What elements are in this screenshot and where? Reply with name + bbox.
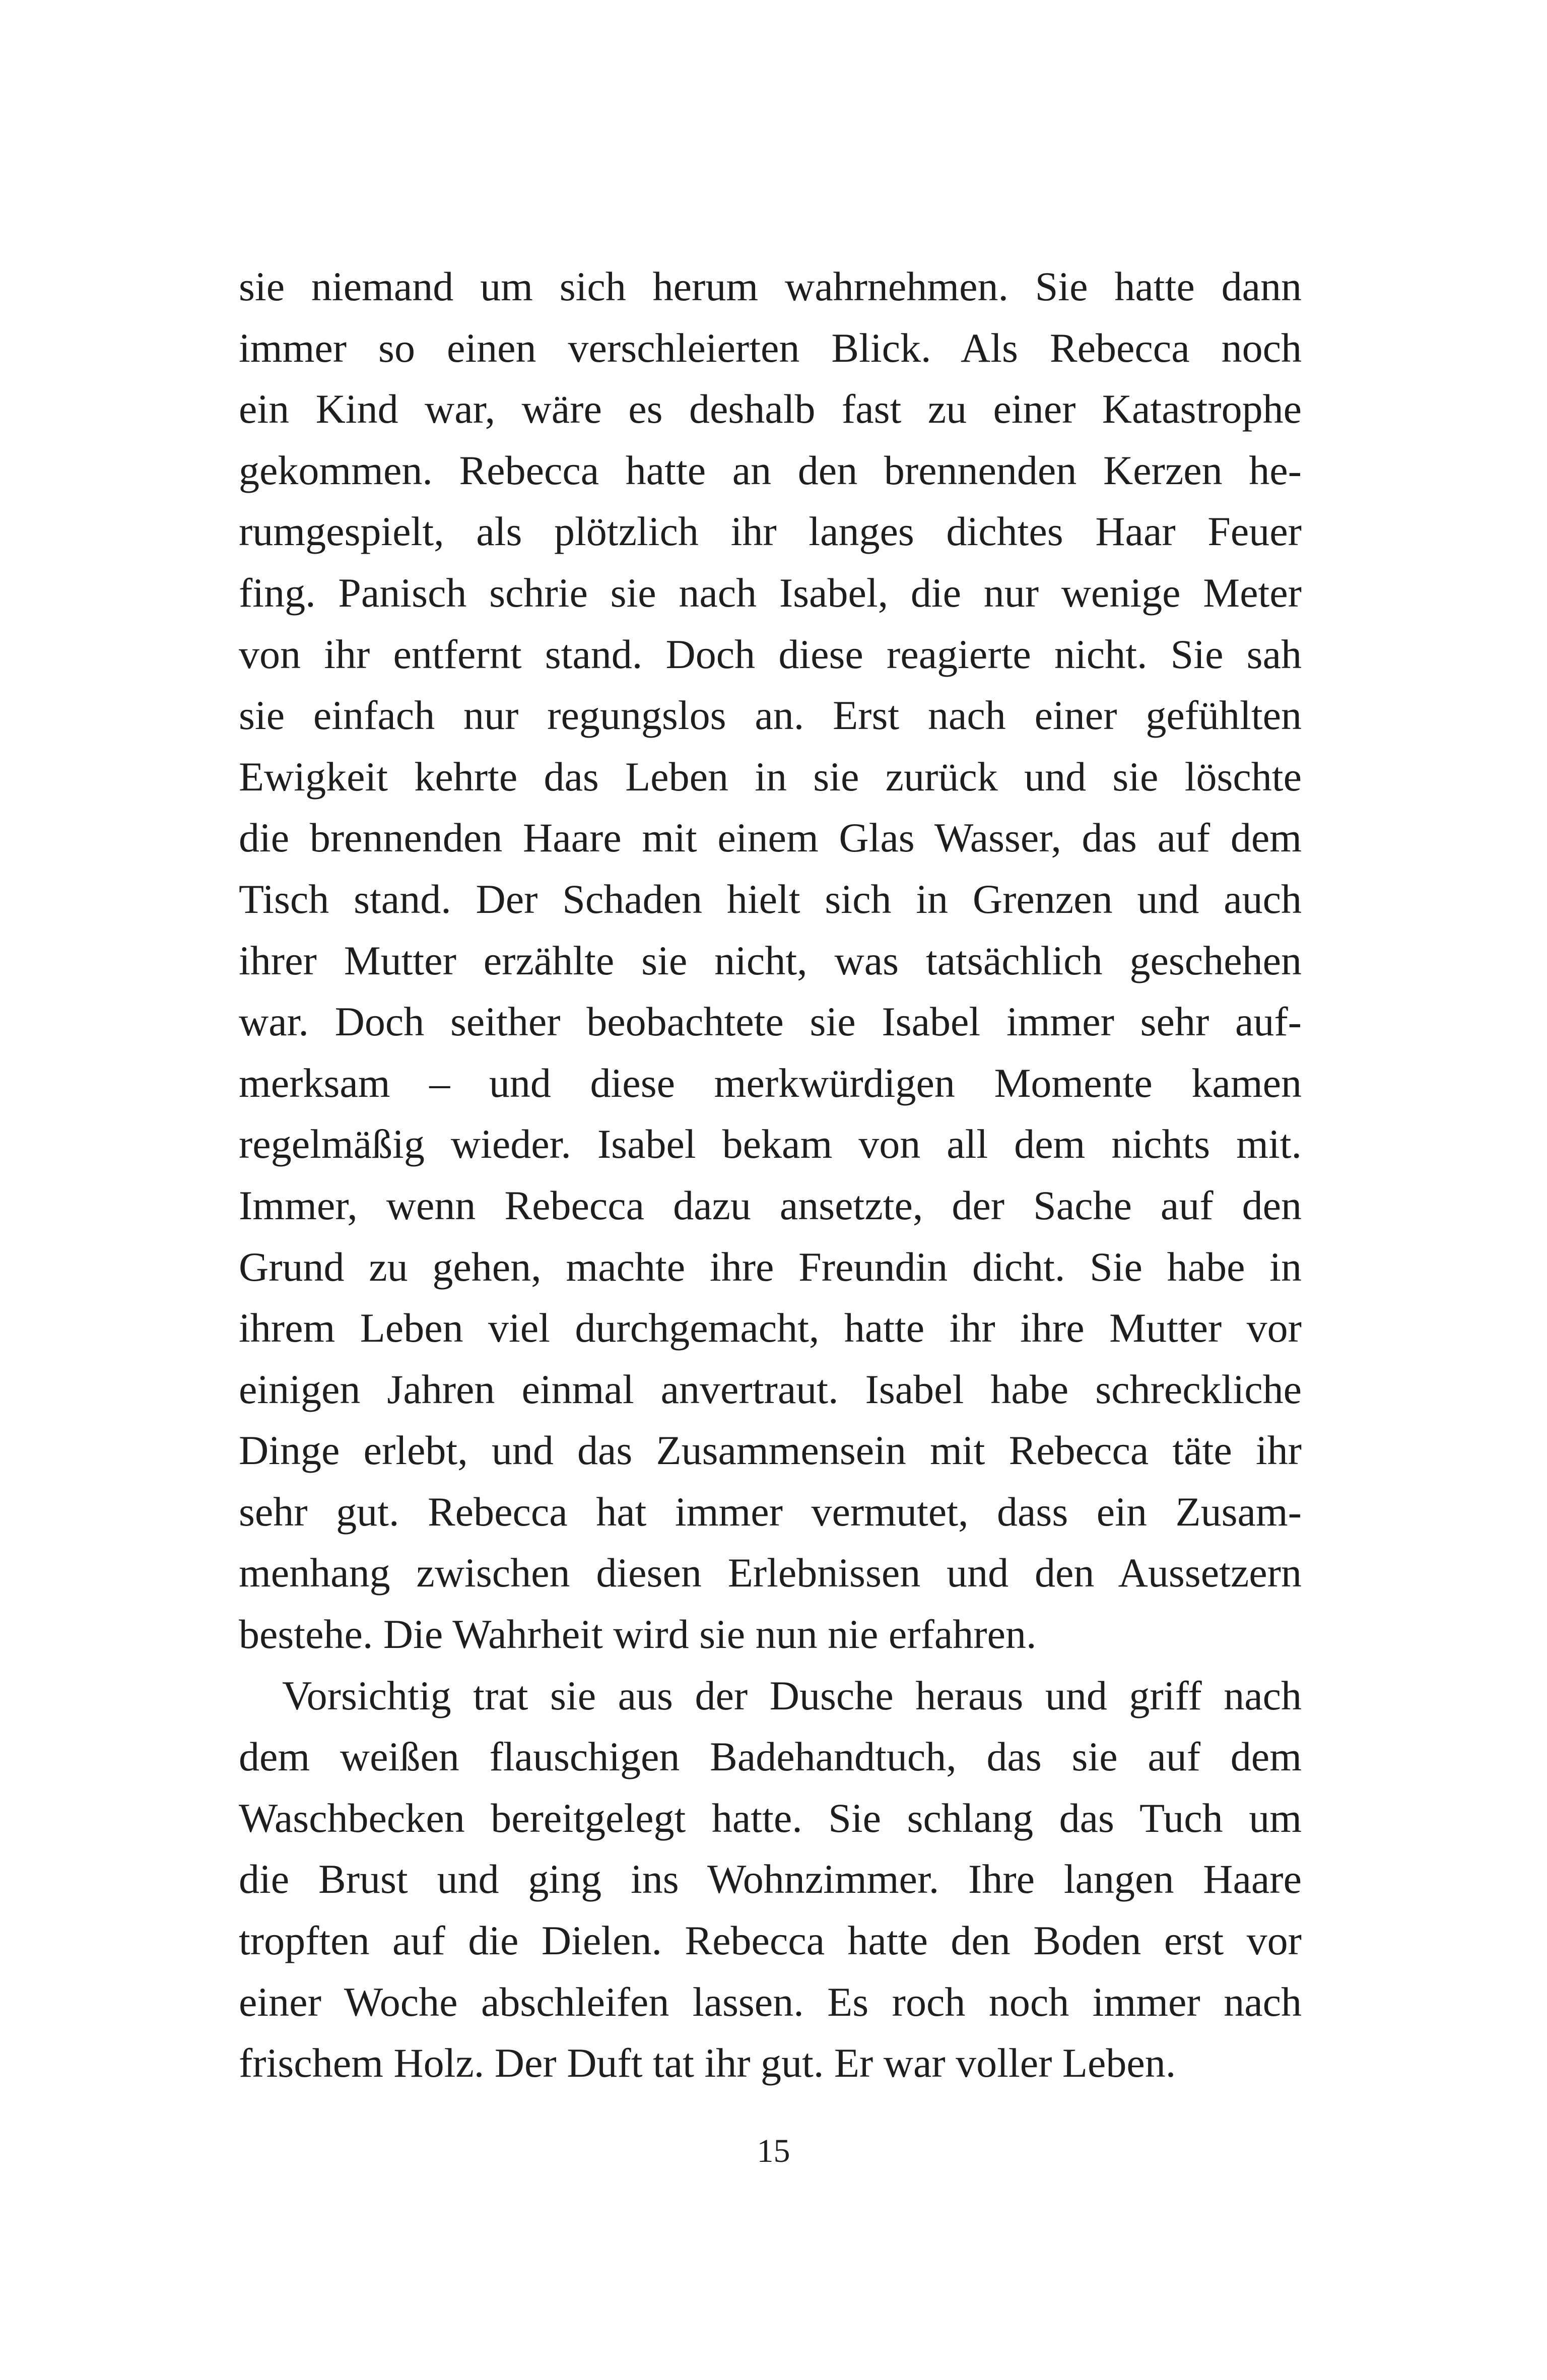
text-line: sie niemand um sich herum wahrnehmen. Sie hatte dann bbox=[239, 263, 1302, 309]
text-line: die Brust und ging ins Wohnzimmer. Ihre langen Haare bbox=[239, 1856, 1302, 1902]
text-line: fing. Panisch schrie sie nach Isabel, die nur wenige Meter bbox=[239, 569, 1302, 616]
text-line: die brennenden Haare mit einem Glas Wasser, das auf dem bbox=[239, 815, 1302, 861]
text-line: Immer, wenn Rebecca dazu ansetzte, der Sache auf den bbox=[239, 1182, 1302, 1228]
text-line: ihrer Mutter erzählte sie nicht, was tatsächlich geschehen bbox=[239, 937, 1302, 983]
text-line: Vorsichtig trat sie aus der Dusche heraus und griff nach bbox=[282, 1672, 1302, 1718]
text-line: rumgespielt, als plötzlich ihr langes dichtes Haar Feuer bbox=[239, 508, 1302, 555]
text-line: ihrem Leben viel durchgemacht, hatte ihr ihre Mutter vor bbox=[239, 1305, 1302, 1351]
text-line: menhang zwischen diesen Erlebnissen und den Aussetzern bbox=[239, 1550, 1302, 1596]
paragraph-2 bbox=[239, 1665, 1302, 2094]
text-line: frischem Holz. Der Duft tat ihr gut. Er war voller Leben. bbox=[239, 2040, 1176, 2086]
text-line: dem weißen flauschigen Badehandtuch, das sie auf dem bbox=[239, 1734, 1302, 1780]
text-line: einer Woche abschleifen lassen. Es roch noch immer nach bbox=[239, 1978, 1302, 2025]
text-line: von ihr entfernt stand. Doch diese reagierte nicht. Sie sah bbox=[239, 631, 1302, 677]
text-line: regelmäßig wieder. Isabel bekam von all dem nichts mit. bbox=[239, 1121, 1302, 1167]
text-line: gekommen. Rebecca hatte an den brennenden Kerzen he- bbox=[239, 447, 1302, 493]
text-line: Dinge erlebt, und das Zusammensein mit Rebecca täte ihr bbox=[239, 1427, 1302, 1474]
text-line: immer so einen verschleierten Blick. Als Rebecca noch bbox=[239, 324, 1302, 371]
text-line: war. Doch seither beobachtete sie Isabel immer sehr auf- bbox=[239, 999, 1302, 1045]
text-line: sehr gut. Rebecca hat immer vermutet, dass ein Zusam- bbox=[239, 1488, 1302, 1535]
text-line: bestehe. Die Wahrheit wird sie nun nie erfahren. bbox=[239, 1611, 1037, 1658]
text-line: Ewigkeit kehrte das Leben in sie zurück und sie löschte bbox=[239, 753, 1302, 800]
paragraph-1 bbox=[239, 256, 1302, 1665]
text-line: sie einfach nur regungslos an. Erst nach einer gefühlten bbox=[239, 692, 1302, 739]
text-line: Waschbecken bereitgelegt hatte. Sie schlang das Tuch um bbox=[239, 1795, 1302, 1841]
text-line: Grund zu gehen, machte ihre Freundin dicht. Sie habe in bbox=[239, 1243, 1302, 1290]
text-line: ein Kind war, wäre es deshalb fast zu einer Katastrophe bbox=[239, 386, 1302, 432]
text-line: Tisch stand. Der Schaden hielt sich in Grenzen und auch bbox=[239, 876, 1302, 922]
body-text bbox=[239, 256, 1302, 2094]
text-line: tropften auf die Dielen. Rebecca hatte den Boden erst vor bbox=[239, 1918, 1302, 1964]
text-line: einigen Jahren einmal anvertraut. Isabel habe schreckliche bbox=[239, 1366, 1302, 1412]
text-line: merksam – und diese merkwürdigen Momente kamen bbox=[239, 1060, 1302, 1106]
page-number: 15 bbox=[757, 2133, 790, 2169]
